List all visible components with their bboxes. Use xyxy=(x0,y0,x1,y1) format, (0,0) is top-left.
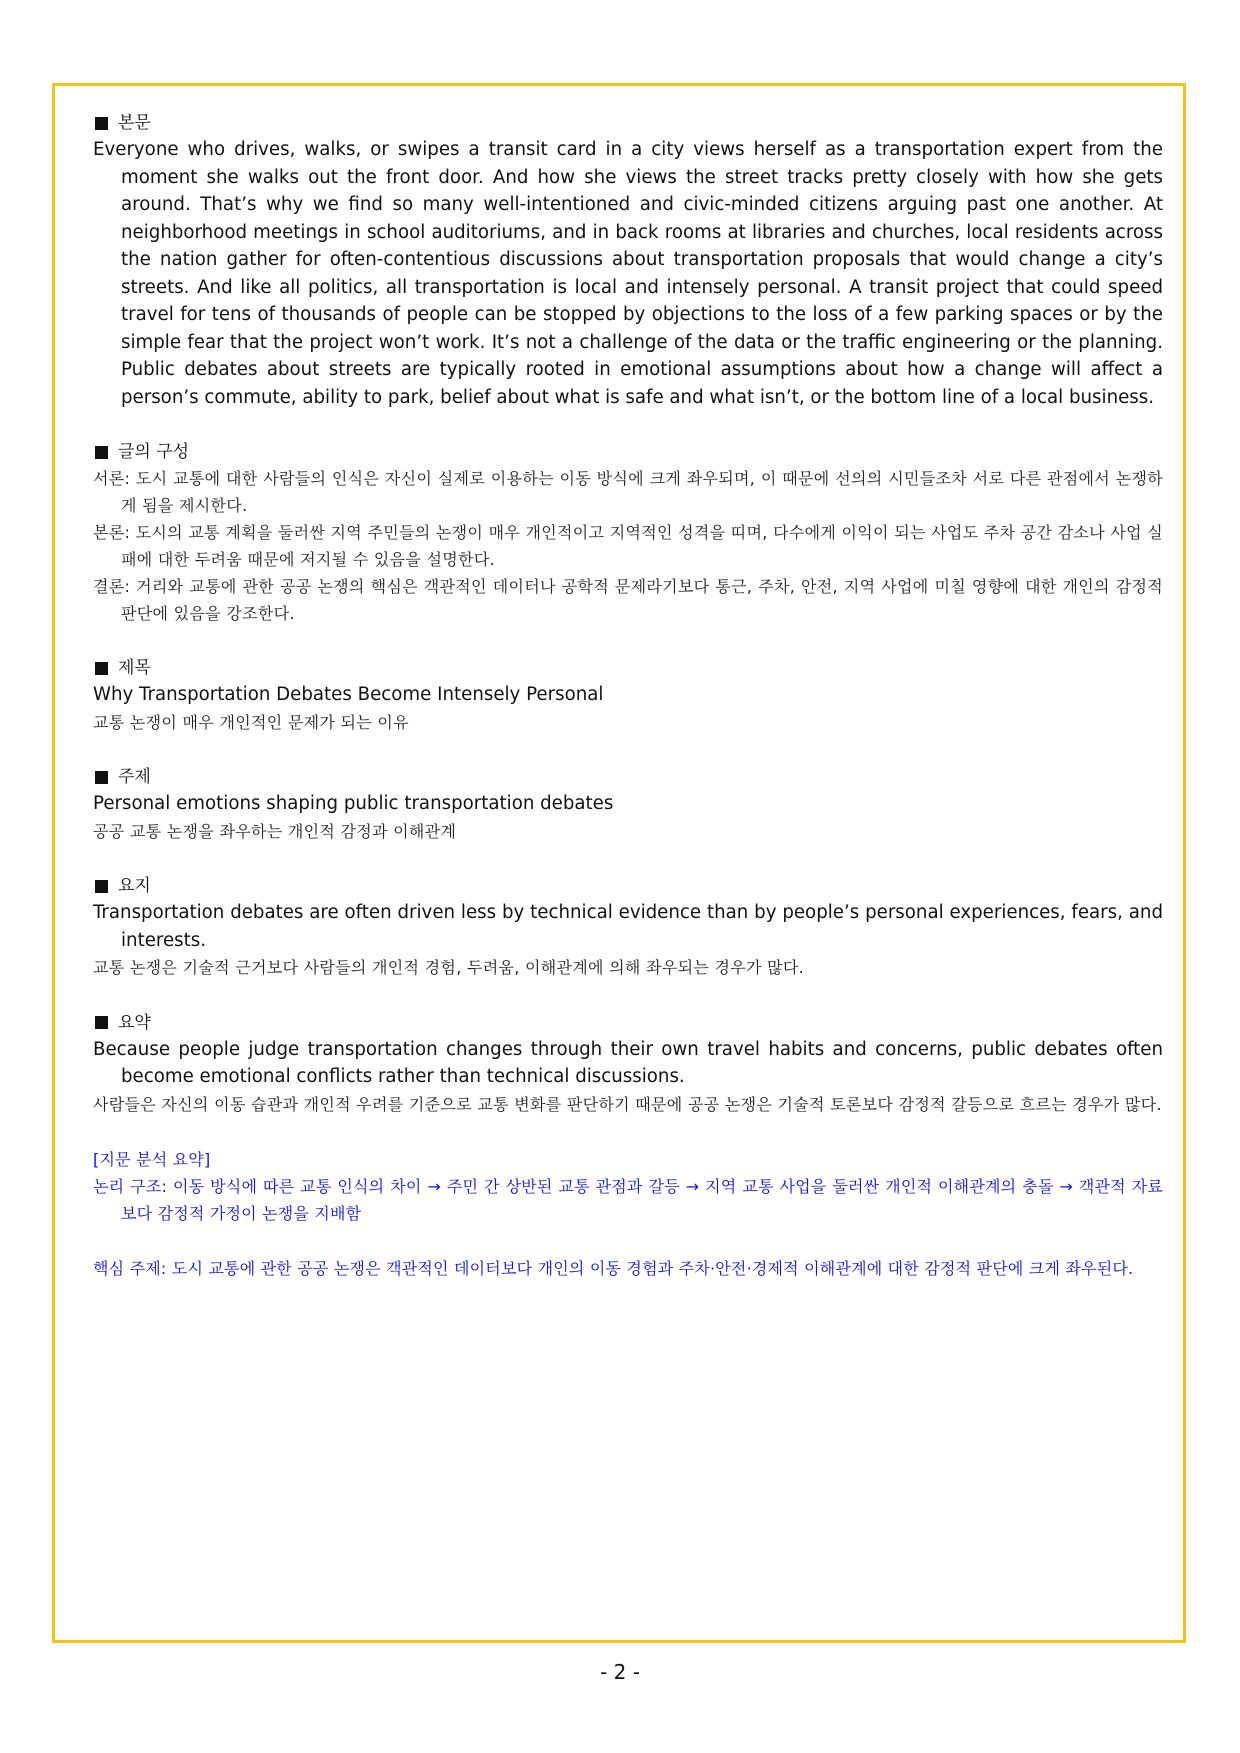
black-square-icon xyxy=(95,446,108,459)
summary-english: Because people judge transportation changes through their own travel habits and concerns, public debates often become emotional conflicts rather than technical discussions. xyxy=(93,1038,1163,1087)
section-gist xyxy=(93,873,1163,982)
title-english: Why Transportation Debates Become Intensely Personal xyxy=(93,684,604,705)
analysis-summary xyxy=(93,1146,1163,1282)
section-structure xyxy=(93,439,1163,627)
gist-korean: 교통 논쟁은 기술적 근거보다 사람들의 개인적 경험, 두려움, 이해관계에 의해 좌우되는 경우가 많다. xyxy=(93,958,805,977)
body-text: Everyone who drives, walks, or swipes a transit card in a city views herself as a transportation expert from the moment she walks out the front door. And how she views the street tracks pretty closely with how she gets around. That’s why we find so many well-intentioned and civic-minded citizens arguing past one another. At neighborhood meetings in school auditoriums, and in back rooms at libraries and churches, local residents across the nation gather for often-contentious discussions about transportation proposals that would change a city’s streets. And like all politics, all transportation is local and intensely personal. A transit project that could speed travel for tens of thousands of people can be stopped by objections to the loss of a few parking spaces or by the simple fear that the project won’t work. It’s not a challenge of the data or the traffic engineering or the planning. Public debates about streets are typically rooted in emotional assumptions about how a change will affect a person’s commute, ability to park, belief about what is safe and what isn’t, or the bottom line of a local business. xyxy=(93,139,1163,408)
section-label-text: 글의 구성 xyxy=(118,442,190,462)
analysis-logic: 논리 구조: 이동 방식에 따른 교통 인식의 차이 → 주민 간 상반된 교통 관점과 갈등 → 지역 교통 사업을 둘러싼 개인적 이해관계의 충돌 → 객관적 자료보다 감정적 가정이 논쟁을 지배함 xyxy=(93,1177,1163,1223)
section-label-text: 요지 xyxy=(118,876,151,896)
gist-english: Transportation debates are often driven less by technical evidence than by people’s personal experiences, fears, and interests. xyxy=(93,902,1163,951)
section-label xyxy=(93,1010,1163,1036)
section-label-text: 제목 xyxy=(118,658,151,678)
section-summary xyxy=(93,1010,1163,1119)
section-label xyxy=(93,655,1163,681)
analysis-spacer xyxy=(93,1227,1163,1255)
summary-korean: 사람들은 자신의 이동 습관과 개인적 우려를 기준으로 교통 변화를 판단하기 때문에 공공 논쟁은 기술적 토론보다 감정적 갈등으로 흐르는 경우가 많다. xyxy=(93,1094,1162,1114)
section-title xyxy=(93,655,1163,736)
section-topic xyxy=(93,764,1163,845)
section-label xyxy=(93,110,1163,136)
black-square-icon xyxy=(95,117,108,130)
structure-conclusion: 결론: 거리와 교통에 관한 공공 논쟁의 핵심은 객관적인 데이터나 공학적 문제라기보다 통근, 주차, 안전, 지역 사업에 미칠 영향에 대한 개인의 감정적 판단에 있음을 강조한다. xyxy=(93,577,1163,623)
section-label-text: 주제 xyxy=(118,767,151,787)
section-label-text: 본문 xyxy=(118,113,151,133)
structure-intro: 서론: 도시 교통에 대한 사람들의 인식은 자신이 실제로 이용하는 이동 방식에 크게 좌우되며, 이 때문에 선의의 시민들조차 서로 다른 관점에서 논쟁하게 됨을 제시한다. xyxy=(93,469,1163,515)
structure-main: 본론: 도시의 교통 계획을 둘러싼 지역 주민들의 논쟁이 매우 개인적이고 지역적인 성격을 띠며, 다수에게 이익이 되는 사업도 주차 공간 감소나 사업 실패에 대한 두려움 때문에 저지될 수 있음을 설명한다. xyxy=(93,523,1163,569)
section-body xyxy=(93,110,1163,411)
section-label xyxy=(93,439,1163,465)
analysis-core: 핵심 주제: 도시 교통에 관한 공공 논쟁은 객관적인 데이터보다 개인의 이동 경험과 주차·안전·경제적 이해관계에 대한 감정적 판단에 크게 좌우된다. xyxy=(93,1259,1134,1278)
section-label-text: 요약 xyxy=(118,1012,151,1033)
analysis-heading: [지문 분석 요약] xyxy=(93,1150,211,1169)
black-square-icon xyxy=(95,771,108,784)
page-number: - 2 - xyxy=(600,1660,640,1684)
section-label xyxy=(93,764,1163,790)
document-content xyxy=(93,110,1163,1282)
black-square-icon xyxy=(95,1016,108,1029)
black-square-icon xyxy=(95,662,108,675)
title-korean: 교통 논쟁이 매우 개인적인 문제가 되는 이유 xyxy=(93,712,409,732)
topic-english: Personal emotions shaping public transportation debates xyxy=(93,793,614,814)
section-label xyxy=(93,873,1163,899)
topic-korean: 공공 교통 논쟁을 좌우하는 개인적 감정과 이해관계 xyxy=(93,821,457,841)
black-square-icon xyxy=(95,880,108,893)
